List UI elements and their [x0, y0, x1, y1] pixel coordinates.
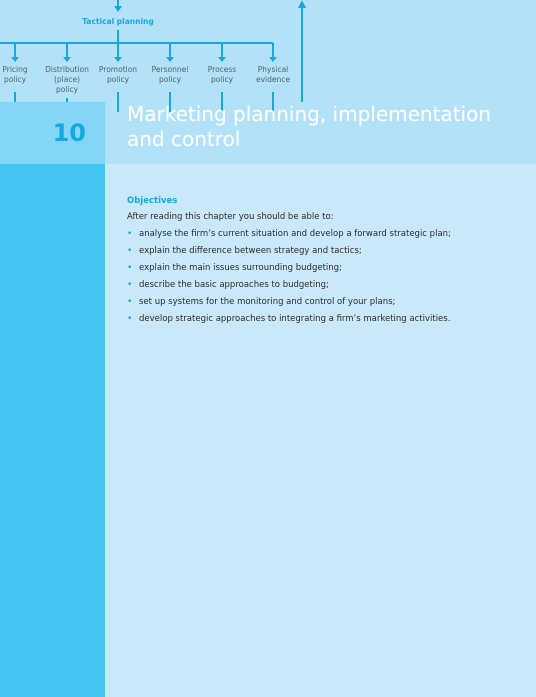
left-color-strip [0, 102, 105, 697]
objective-text: develop strategic approaches to integrating a firm’s marketing activities. [139, 314, 451, 324]
list-item [127, 263, 451, 280]
objective-text: describe the basic approaches to budgeting; [139, 280, 329, 290]
policy-process: Process policy [207, 65, 237, 84]
list-item [127, 314, 451, 331]
objectives-intro: After reading this chapter you should be able to: [127, 212, 334, 222]
policy-pricing: Pricing policy [2, 65, 28, 84]
tactical-planning-label: Tactical planning [78, 17, 158, 26]
policy-promotion: Promotion policy [98, 65, 138, 84]
chapter-number: 10 [52, 119, 86, 147]
arrow-down-icon [166, 57, 174, 62]
list-item [127, 297, 451, 314]
arrow-down-icon [63, 57, 71, 62]
bullet-icon: • [127, 280, 133, 290]
objective-text: explain the difference between strategy and tactics; [139, 246, 362, 256]
arrow-down-icon [218, 57, 226, 62]
objective-text: set up systems for the monitoring and control of your plans; [139, 297, 396, 307]
objective-text: explain the main issues surrounding budgeting; [139, 263, 342, 273]
arrow-down-icon [269, 57, 277, 62]
policy-distribution: Distribution (place) policy [45, 65, 89, 94]
policy-physical-evidence: Physical evidence [255, 65, 290, 84]
arrow-down-icon [114, 57, 122, 62]
list-item [127, 280, 451, 297]
chapter-title: Marketing planning, implementation and control [127, 102, 492, 151]
list-item [127, 246, 451, 263]
bullet-icon: • [127, 263, 133, 273]
bullet-icon: • [127, 246, 133, 256]
objective-text: analyse the firm’s current situation and develop a forward strategic plan; [139, 229, 451, 239]
arrow-down-icon [114, 6, 122, 12]
list-item [127, 229, 451, 246]
bullet-icon: • [127, 297, 133, 307]
objectives-heading: Objectives [127, 196, 178, 206]
bullet-icon: • [127, 229, 133, 239]
policy-personnel: Personnel policy [151, 65, 189, 84]
bullet-icon: • [127, 314, 133, 324]
arrow-up-icon [298, 0, 306, 8]
arrow-down-icon [11, 57, 19, 62]
objectives-list [127, 229, 451, 331]
